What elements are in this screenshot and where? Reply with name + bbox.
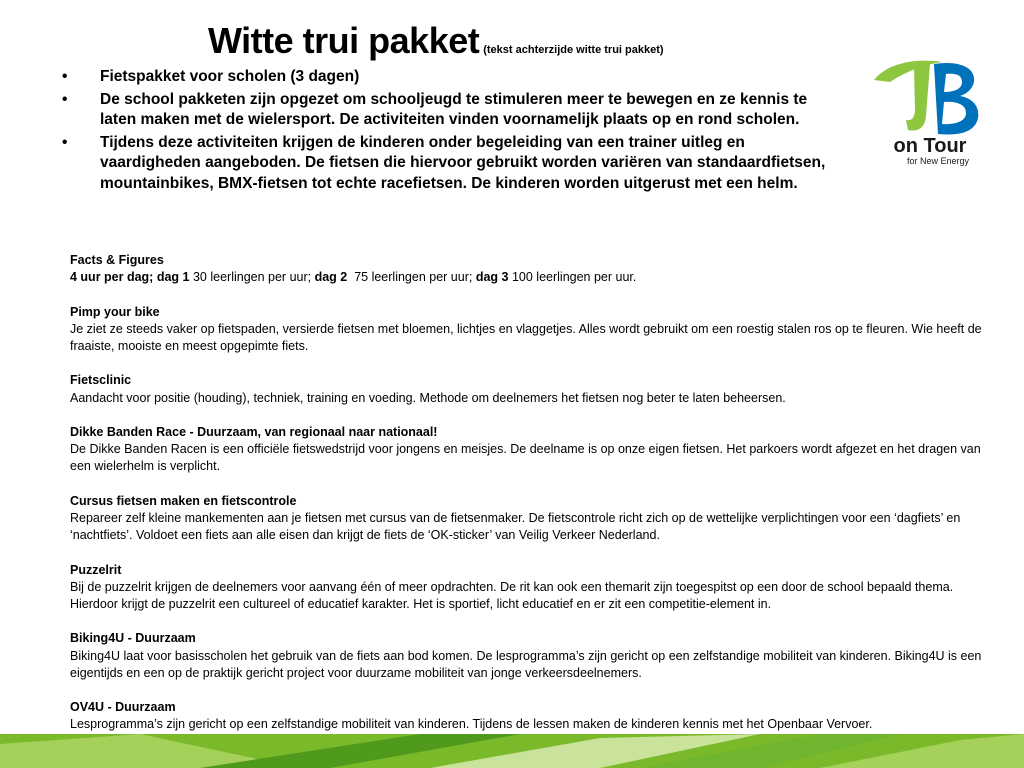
section-body: Je ziet ze steeds vaker op fietspaden, versierde fietsen met bloemen, lichtjes en vlaggetjes. Alles wordt gebruikt om een roestig stalen ros op te fleuren. Wie heeft de fraaiste, mooiste en meest opgepimte fiets. bbox=[70, 321, 982, 353]
logo-line2: for New Energy bbox=[906, 156, 970, 166]
facts-intro: 4 uur per dag; bbox=[70, 270, 154, 285]
section-heading: OV4U - Duurzaam bbox=[70, 700, 176, 715]
section-heading: Dikke Banden Race - Duurzaam, van regionaal naar nationaal! bbox=[70, 424, 438, 439]
section-body: De Dikke Banden Racen is een officiële fietswedstrijd voor jongens en meisjes. De deelname is op onze eigen fietsen. Het parkoers wordt afgezet en het dragen van een wielerhelm is verplicht. bbox=[70, 442, 981, 474]
facts-heading: Facts & Figures bbox=[70, 253, 164, 267]
bullet-item bbox=[62, 133, 842, 195]
section-ov4u bbox=[70, 699, 992, 733]
section-puzzelrit bbox=[70, 562, 992, 614]
bullet-text: Fietspakket voor scholen (3 dagen) bbox=[100, 68, 360, 85]
section-body: Repareer zelf kleine mankementen aan je fietsen met cursus van de fietsenmaker. De fietscontrole richt zich op de wettelijke verplichtingen voor een ‘dagfiets’ en ‘nachtfiets’. Voldoet een fiets aan alle eisen dan krijgt de fiets de ‘OK-sticker’ van Veilig Verkeer Nederland. bbox=[70, 510, 961, 543]
title-block bbox=[208, 20, 664, 62]
logo-j-icon bbox=[906, 64, 930, 130]
bullet-text: De school pakketen zijn opgezet om schooljeugd te stimuleren meer te bewegen en ze kennis te laten maken met de wielersport. De activiteiten vinden voornamelijk plaats op en rond scholen. bbox=[100, 90, 808, 128]
logo-line1: on Tour bbox=[893, 135, 967, 157]
section-heading: Puzzelrit bbox=[70, 562, 122, 577]
bullet-icon: • bbox=[62, 133, 68, 151]
section-heading: Fietsclinic bbox=[70, 373, 132, 388]
section-body: Lesprogramma’s zijn gericht op een zelfstandige mobiliteit van kinderen. Tijdens de lessen maken de kinderen kennis met het Openbaar Vervoer. bbox=[70, 717, 873, 732]
section-fietsclinic bbox=[70, 372, 992, 406]
facts-day3-label: dag 3 bbox=[475, 270, 509, 285]
facts-line bbox=[70, 269, 992, 286]
section-body: Bij de puzzelrit krijgen de deelnemers voor aanvang één of meer opdrachten. De rit kan ook een themarit zijn toegespitst op een door de school bepaald thema. Hierdoor krijgt de puzzelrit een cultureel of educatief karakter. Het is sportief, licht educatief en er zit een competitie-element in. bbox=[70, 579, 954, 611]
section-heading: Biking4U - Duurzaam bbox=[70, 631, 196, 646]
bullet-icon: • bbox=[62, 90, 68, 108]
logo-b-icon bbox=[934, 63, 978, 135]
bullet-text: Tijdens deze activiteiten krijgen de kinderen onder begeleiding van een trainer uitleg en vaardigheden aangeboden. De fietsen die hiervoor gebruikt worden variëren van standaardfietsen, mountainbikes, BMX-fietsen tot echte racefietsen. De kinderen worden uitgerust met een helm. bbox=[100, 133, 826, 192]
section-heading: Cursus fietsen maken en fietscontrole bbox=[70, 493, 297, 508]
facts-section bbox=[70, 252, 992, 286]
facts-day1-label: dag 1 bbox=[156, 270, 190, 285]
section-pimp-your-bike bbox=[70, 304, 992, 356]
facts-day3-text: 100 leerlingen per uur. bbox=[511, 270, 637, 285]
content-sections bbox=[70, 252, 992, 751]
logo-swoosh-icon bbox=[874, 61, 942, 82]
facts-day1-text: 30 leerlingen per uur; bbox=[192, 270, 312, 285]
jb-on-tour-logo bbox=[868, 56, 992, 168]
bullet-item bbox=[62, 90, 842, 131]
section-dikke-banden-race bbox=[70, 424, 992, 476]
page-title: Witte trui pakket bbox=[208, 20, 480, 61]
intro-bullet-list bbox=[62, 67, 842, 196]
facts-day2-text: 75 leerlingen per uur; bbox=[354, 270, 473, 285]
bullet-item bbox=[62, 67, 842, 88]
section-cursus-fietsen bbox=[70, 493, 992, 545]
section-body: Biking4U laat voor basisscholen het gebruik van de fiets aan bod komen. De lesprogramma’s zijn gericht op een zelfstandige mobiliteit van kinderen. Biking4U is een eigentijds en een op de praktijk gericht project voor duurzame mobiliteit van jonge verkeersdeelnemers. bbox=[70, 648, 982, 680]
section-biking4u bbox=[70, 630, 992, 682]
page-subtitle: (tekst achterzijde witte trui pakket) bbox=[483, 44, 664, 56]
section-heading: Pimp your bike bbox=[70, 304, 160, 319]
footer-green-stripes bbox=[0, 734, 1024, 768]
bullet-icon: • bbox=[62, 68, 68, 85]
facts-day2-label: dag 2 bbox=[314, 270, 348, 285]
section-body: Aandacht voor positie (houding), techniek, training en voeding. Methode om deelnemers het fietsen nog beter te laten beheersen. bbox=[70, 390, 786, 405]
